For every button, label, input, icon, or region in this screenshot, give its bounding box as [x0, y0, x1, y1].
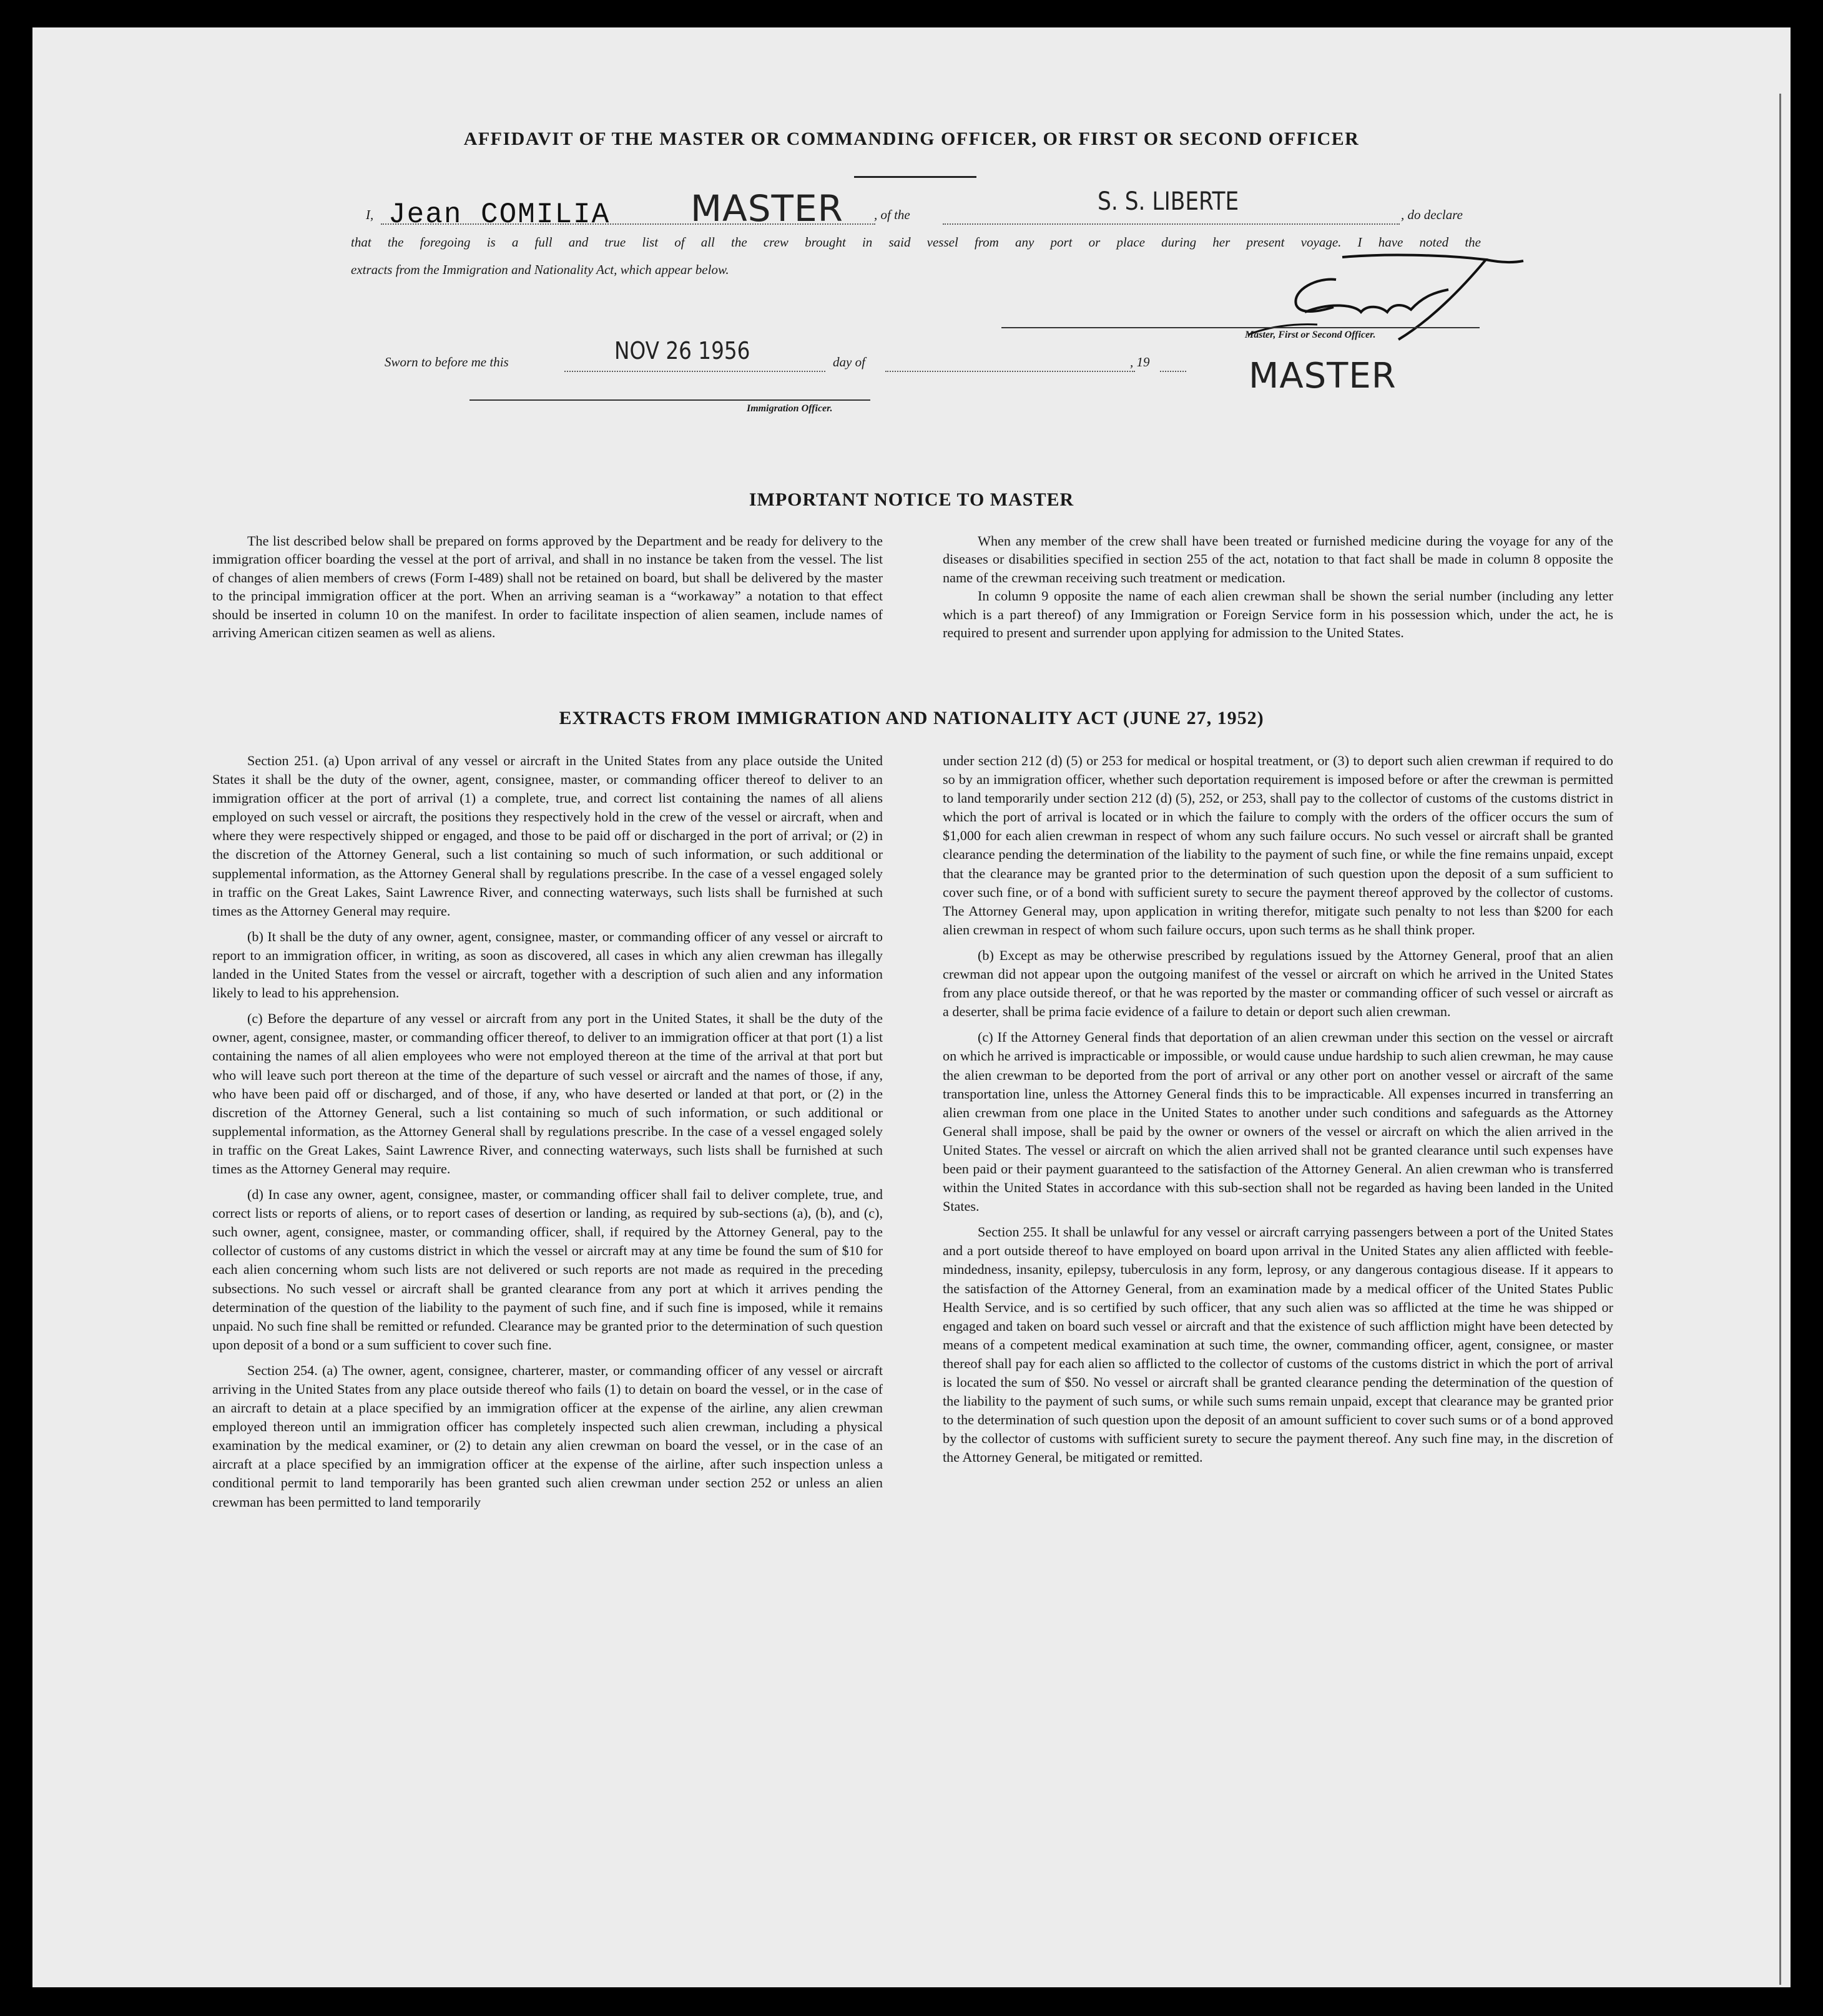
extracts-left-column: [212, 751, 883, 1519]
act-paragraph: (c) Before the departure of any vessel or aircraft from any port in the United States, it shall be the duty of the owner, agent, consignee, master, or commanding officer thereof, to deliver to an immigration officer at that port (1) a list containing the names of all alien employees who were not employed thereon at the time of the arrival at that port but who will leave such port thereon at the time of the departure of such vessel or aircraft and the names of those, if any, who have been paid off or discharged, and of those, if any, who have deserted or landed at that port, or (2) in the discretion of the Attorney General, such a list containing so much of such information, or such additional or supplemental information, as the Attorney General shall by regulations prescribe. In the case of a vessel engaged solely in traffic on the Great Lakes, Saint Lawrence River, and connecting waterways, such lists shall be furnished at such times as the Attorney General may require.: [212, 1010, 883, 1177]
signatory-stamp: MASTER: [1249, 356, 1397, 396]
act-paragraph: (b) It shall be the duty of any owner, agent, consignee, master, or commanding officer of any vessel or aircraft to report to an immigration officer, in writing, as soon as discovered, all cases in which any alien crewman has illegally landed in the United States from the vessel or aircraft, together with a description of such alien and any information likely to lead to his apprehension.: [212, 928, 883, 1001]
sworn-date-blank: [564, 371, 825, 372]
immigration-officer-caption: Immigration Officer.: [747, 403, 833, 414]
signature-line: [1001, 327, 1480, 328]
statement-line-2: extracts from the Immigration and Nationality Act, which appear below.: [351, 262, 729, 277]
notice-paragraph: When any member of the crew shall have been treated or furnished medicine during the voyage for any of the diseases or disabilities specified in section 255 of the act, notation to that fact shall be made in column 8 opposite the name of the crewman receiving such treatment or medication.: [943, 533, 1613, 585]
extracts-heading: EXTRACTS FROM IMMIGRATION AND NATIONALITY ACT (JUNE 27, 1952): [559, 708, 1264, 728]
year-blank: [1160, 371, 1186, 372]
day-of-label: day of: [833, 355, 865, 369]
act-paragraph: (d) In case any owner, agent, consignee, master, or commanding officer shall fail to deliver complete, true, and correct lists or reports of aliens, or to report cases of desertion or landing, as required by sub-sections (a), (b), and (c), such owner, agent, consignee, master, or commanding officer, shall, if required by the Attorney General, pay to the collector of customs of any customs district in which the vessel or aircraft may at any time be found the sum of $10 for each alien concerning whom such lists are not delivered or such reports are not made as required in the preceding subsections. No such vessel or aircraft shall be granted clearance from any port at which it arrives pending the determination of the question of the liability to the payment of such fine, and if such fine is imposed, while it remains unpaid. No such fine shall be remitted or refunded. Clearance may be granted prior to the determination of such question upon deposit of a bond or a sum sufficient to cover such fine.: [212, 1187, 883, 1353]
notice-heading: IMPORTANT NOTICE TO MASTER: [749, 489, 1074, 510]
act-paragraph: Section 251. (a) Upon arrival of any vessel or aircraft in the United States from any place outside the United States it shall be the duty of the owner, agent, consignee, master, or commanding officer thereof to deliver to an immigration officer at the port of arrival (1) a complete, true, and correct list containing the names of all aliens employed on such vessel or aircraft, the positions they respectively hold in the crew of the vessel or aircraft, when and where they were respectively shipped or engaged, and those to be paid off or discharged in the port of arrival; or (2) in the discretion of the Attorney General, such a list containing so much of such information, or such additional or supplemental information, as the Attorney General shall by regulations prescribe. In the case of a vessel engaged solely in traffic on the Great Lakes, Saint Lawrence River, and connecting waterways, such lists shall be furnished at such times as the Attorney General may require.: [212, 753, 883, 919]
notice-left-column: [212, 532, 883, 642]
of-the-label: , of the: [874, 207, 910, 222]
act-paragraph: (b) Except as may be otherwise prescribed by regulations issued by the Attorney General, proof that an alien crewman did not appear upon the outgoing manifest of the vessel or aircraft on which he arrived in the United States from any place outside thereof, or that he was reported by the master or commanding officer of such vessel or aircraft as a deserter, shall be prima facie evidence of a failure to detain or deport such alien crewman.: [943, 947, 1613, 1020]
master-name: Jean COMILIA: [388, 198, 611, 231]
do-declare-label: , do declare: [1401, 207, 1463, 222]
sworn-date: NOV 26 1956: [614, 337, 750, 365]
page-edge-shadow: [1779, 94, 1781, 1985]
act-paragraph: Section 254. (a) The owner, agent, consignee, charterer, master, or commanding officer of any vessel or aircraft arriving in the United States from any place outside thereof who fails (1) to detain on board the vessel, or in the case of an aircraft to detain at a place specified by an immigration officer at the expense of the airline, any alien crewman employed thereon until an immigration officer has completely inspected such alien crewman, including a physical examination by the medical examiner, or (2) to detain any alien crewman on board the vessel, or in the case of an aircraft at a place specified by an immigration officer at the expense of the airline, after such inspection unless a conditional permit to land temporarily has been granted such alien crewman under section 252 or unless an alien crewman has been permitted to land temporarily: [212, 1362, 883, 1510]
notice-right-column: [943, 532, 1613, 642]
notice-paragraph: In column 9 opposite the name of each alien crewman shall be shown the serial number (including any letter which is a part thereof) of any Immigration or Foreign Service form in his possession which, under the act, he is required to present and surrender upon applying for admission to the United States.: [943, 588, 1613, 641]
extracts-right-column: [943, 751, 1613, 1474]
act-paragraph: (c) If the Attorney General finds that deportation of an alien crewman under this section on the vessel or aircraft on which he arrived is impracticable or impossible, or would cause undue hardship to such alien crewman, he may cause the alien crewman to be deported from the port of arrival or any other port on another vessel or aircraft of the same transportation line, unless the Attorney General finds this to be impracticable. All expenses incurred in transferring an alien crewman from one place in the United States to another under such conditions and safeguards as the Attorney General shall impose, shall be paid by the owner or owners of the vessel or aircraft on which the alien arrived in the United States. The vessel or aircraft on which the alien arrived shall not be granted clearance until such expenses have been paid or their payment guaranteed to the satisfaction of the Attorney General. An alien crewman who is transferred within the United States in accordance with this sub-section shall not be regarded as having been landed in the United States.: [943, 1029, 1613, 1215]
act-paragraph: under section 212 (d) (5) or 253 for medical or hospital treatment, or (3) to deport such alien crewman if required to do so by an immigration officer, whether such deportation requirement is imposed before or after the crewman is permitted to land temporarily under section 212 (d) (5), 252, or 253, shall pay to the collector of customs of the customs district in which the port of arrival is located or in which the failure to comply with the orders of the officer occurs the sum of $1,000 for each alien crewman in respect of whom any such failure occurs. No such vessel or aircraft shall be granted clearance pending the determination of the liability to the payment of such fine, or while the fine remains unpaid, except that the clearance may be granted prior to the determination of such question upon the deposit of a sum sufficient to cover such fine, or of a bond with sufficient surety to secure the payment thereof approved by the collector of customs. The Attorney General may, upon application in writing therefor, mitigate such penalty to not less than $200 for each alien crewman in respect of whom such failure occurs, upon such terms as he shall think proper.: [943, 753, 1613, 937]
immigration-officer-line: [469, 399, 870, 401]
month-blank: [885, 371, 1135, 372]
signatory-caption: Master, First or Second Officer.: [1245, 330, 1376, 340]
i-label: I,: [366, 207, 374, 222]
vessel-name: S. S. LIBERTE: [1098, 187, 1239, 216]
notice-paragraph: The list described below shall be prepared on forms approved by the Department and be ready for delivery to the immigration officer boarding the vessel at the port of arrival, and shall in no instance be taken from the vessel. The list of changes of alien members of crews (Form I-489) shall not be retained on board, but shall be delivered by the master to the principal immigration officer at the port. When an arriving seaman is a “workaway” a notation to that effect should be inserted in column 10 on the manifest. In order to facilitate inspection of alien seamen, include names of arriving American citizen seamen as well as aliens.: [212, 533, 883, 641]
act-paragraph: Section 255. It shall be unlawful for any vessel or aircraft carrying passengers between a port of the United States and a port outside thereof to have employed on board upon arrival in the United States any alien afflicted with feeble-mindedness, insanity, epilepsy, tuberculosis in any form, leprosy, or any dangerous contagious disease. If it appears to the satisfaction of the Attorney General, from an examination made by a medical officer of the United States Public Health Service, and is so certified by such officer, that any such alien was so afflicted at the time he was shipped or engaged and taken on board such vessel or aircraft and that the existence of such affliction might have been detected by means of a competent medical examination at such time, the owner, commanding officer, agent, consignee, or master thereof shall pay for each alien so afflicted to the collector of customs of the customs district in which the port of arrival is located the sum of $50. No vessel or aircraft shall be granted clearance pending the determination of the question of the liability to the payment of such sums, or while such sums remain unpaid, except that clearance may be granted prior to the determination of such question upon the deposit of an amount sufficient to cover such sums or of a bond approved by the collector of customs with sufficient surety to secure the payment thereof. Any such fine may, in the discretion of the Attorney General, be mitigated or remitted.: [943, 1224, 1613, 1466]
vessel-blank: [943, 223, 1400, 225]
affidavit-title: AFFIDAVIT OF THE MASTER OR COMMANDING OFFICER, OR FIRST OR SECOND OFFICER: [463, 129, 1360, 149]
rank-stamp: MASTER: [690, 187, 843, 230]
sworn-label: Sworn to before me this: [385, 355, 509, 369]
statement-line-1: that the foregoing is a full and true list of all the crew brought in said vessel from any port or place during her present voyage. I have noted the: [351, 235, 1481, 250]
title-underline: [854, 176, 976, 178]
year-label: , 19: [1130, 355, 1150, 369]
